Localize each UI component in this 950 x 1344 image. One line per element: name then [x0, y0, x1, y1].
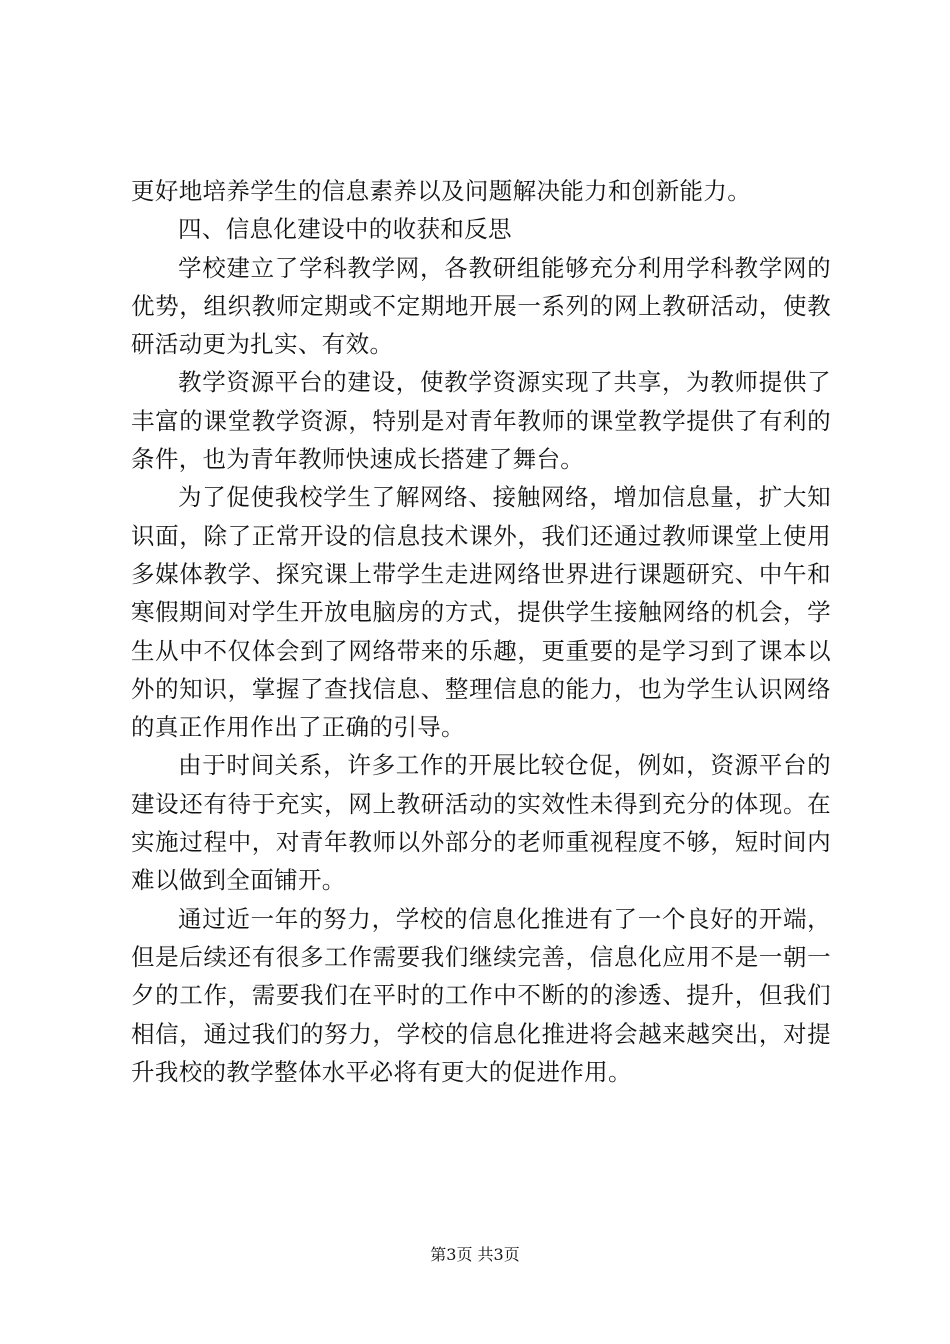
paragraph-student-network: 为了促使我校学生了解网络、接触网络，增加信息量，扩大知识面，除了正常开设的信息技术课外，我们还通过教师课堂上使用多媒体教学、探究课上带学生走进网络世界进行课题研究、中午和寒假期间对学生开放电脑房的方式，提供学生接触网络的机会，学生从中不仅体会到了网络带来的乐趣，更重要的是学习到了课本以外的知识，掌握了查找信息、整理信息的能力，也为学生认识网络的真正作用作出了正确的引导。 [131, 483, 831, 742]
document-body [131, 172, 831, 1091]
paragraph-reflection: 由于时间关系，许多工作的开展比较仓促，例如，资源平台的建设还有待于充实，网上教研活动的实效性未得到充分的体现。在实施过程中，对青年教师以外部分的老师重视程度不够，短时间内难以做到全面铺开。 [131, 751, 831, 895]
paragraph-conclusion: 通过近一年的努力，学校的信息化推进有了一个良好的开端，但是后续还有很多工作需要我们继续完善，信息化应用不是一朝一夕的工作，需要我们在平时的工作中不断的的渗透、提升，但我们相信，通过我们的努力，学校的信息化推进将会越来越突出，对提升我校的教学整体水平必将有更大的促进作用。 [131, 904, 831, 1086]
paragraph-resource-platform: 教学资源平台的建设，使教学资源实现了共享，为教师提供了丰富的课堂教学资源，特别是对青年教师的课堂教学提供了有利的条件，也为青年教师快速成长搭建了舞台。 [131, 368, 831, 474]
section-heading: 四、信息化建设中的收获和反思 [178, 215, 512, 244]
page-number-footer: 第3页 共3页 [430, 1245, 520, 1264]
paragraph-subject-network: 学校建立了学科教学网，各教研组能够充分利用学科教学网的优势，组织教师定期或不定期地开展一系列的网上教研活动，使教研活动更为扎实、有效。 [131, 253, 831, 359]
paragraph-continuation: 更好地培养学生的信息素养以及问题解决能力和创新能力。 [131, 177, 752, 205]
